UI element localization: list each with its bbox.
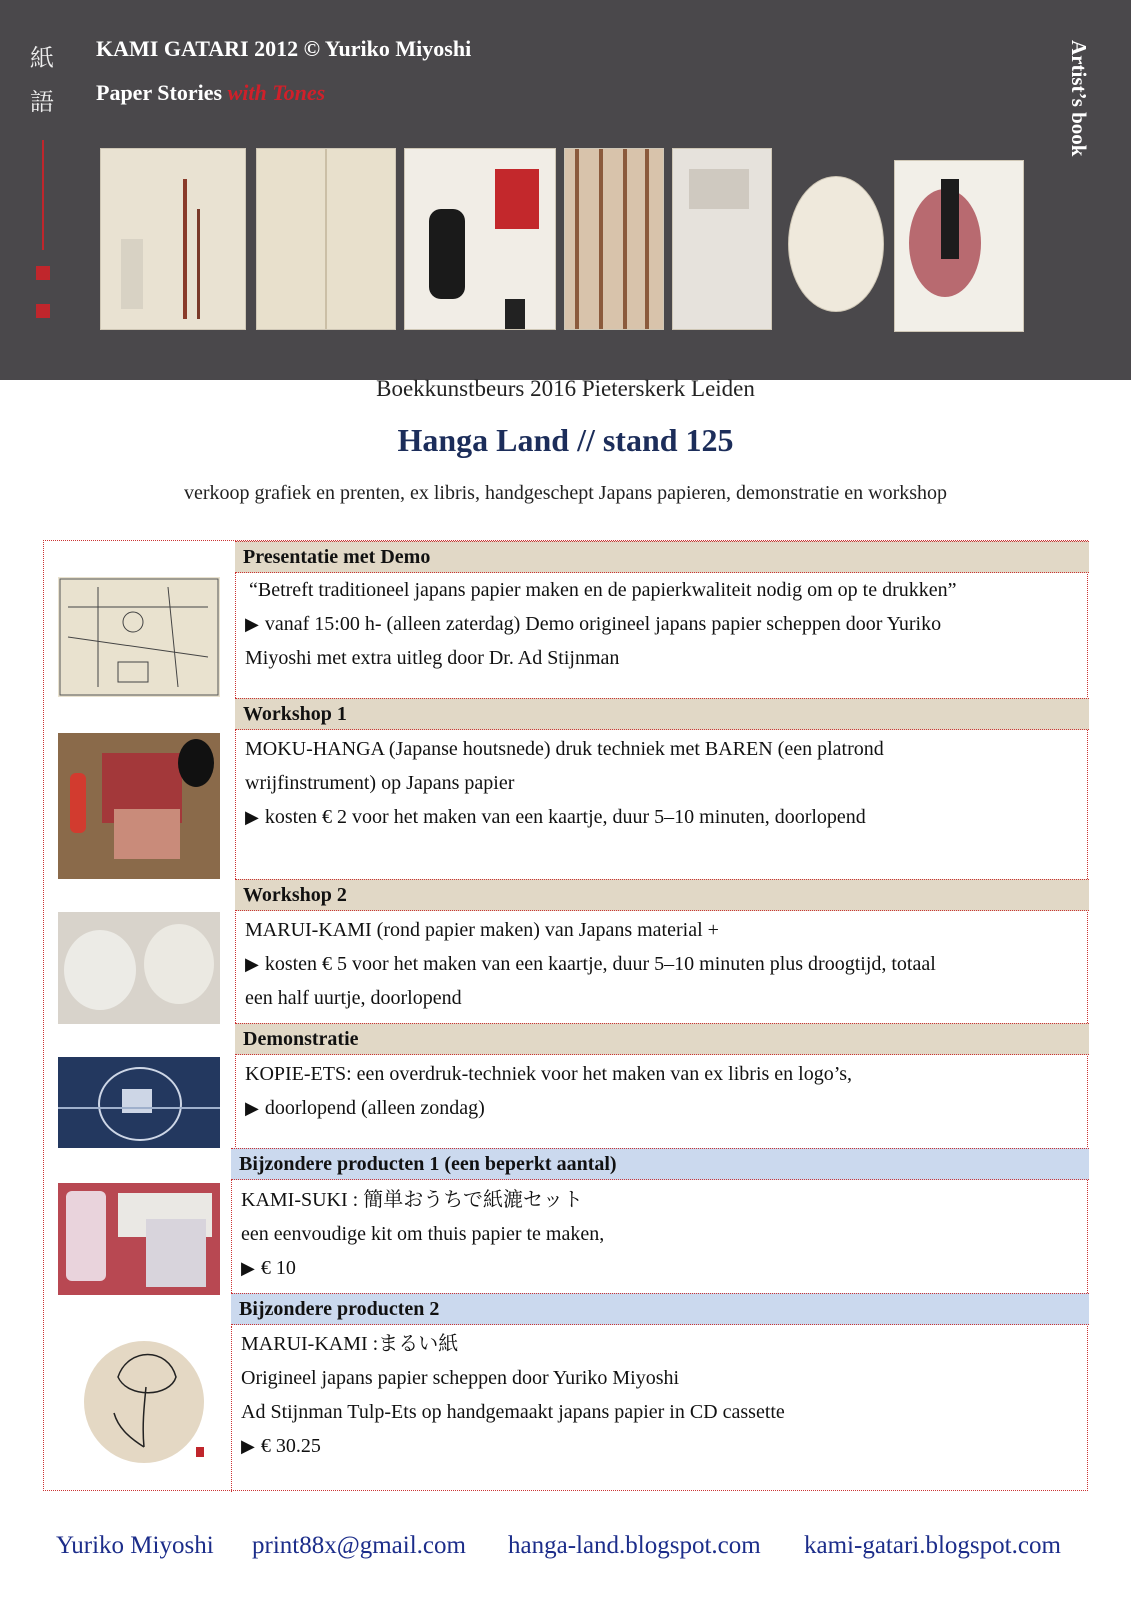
bullet-triangle-icon: ▶ [245, 807, 259, 827]
section-line: wrijfinstrument) op Japans papier [245, 772, 515, 794]
book-panel [404, 148, 556, 330]
section-header: Bijzondere producten 1 (een beperkt aantal) [231, 1148, 1089, 1180]
section-header: Bijzondere producten 2 [231, 1293, 1089, 1325]
bullet-triangle-icon: ▶ [245, 614, 259, 634]
section-body [241, 1183, 1071, 1285]
bullet-triangle-icon: ▶ [245, 954, 259, 974]
section-header: Workshop 2 [235, 879, 1089, 911]
event-title: Hanga Land // stand 125 [397, 422, 734, 458]
section-line: KOPIE-ETS: een overdruk-techniek voor het maken van ex libris en logo’s, [245, 1063, 853, 1085]
section-bullet-line [241, 1429, 1071, 1463]
section-bullet-text: doorlopend (alleen zondag) [264, 1097, 485, 1119]
bullet-triangle-icon: ▶ [241, 1258, 255, 1278]
section-header: Workshop 1 [235, 698, 1089, 730]
section-bullet-text: € 30.25 [260, 1435, 321, 1457]
section-line: een half uurtje, doorlopend [245, 987, 462, 1009]
marui-kami-photo [58, 912, 220, 1024]
section-bullet-text: kosten € 5 voor het maken van een kaartje, duur 5–10 minuten plus droogtijd, totaal [264, 953, 936, 975]
book-panel [564, 148, 664, 330]
section-header: Demonstratie [235, 1023, 1089, 1055]
section-header: Presentatie met Demo [235, 541, 1089, 573]
section-bullet-line [245, 800, 1075, 834]
footer-email-link[interactable]: print88x@gmail.com [252, 1532, 466, 1559]
section-body [245, 913, 1075, 1015]
section-line: MARUI-KAMI (rond papier maken) van Japans material + [245, 919, 719, 941]
banner-title: KAMI GATARI 2012 © Yuriko Miyoshi [96, 36, 472, 61]
column-divider [235, 897, 236, 1023]
section-line: MARUI-KAMI :まるい紙 [241, 1333, 459, 1355]
section-bullet-text: kosten € 2 voor het maken van een kaartje, duur 5–10 minuten, doorlopend [264, 806, 866, 828]
kami-suki-kit-photo [58, 1183, 220, 1295]
program-table [43, 540, 1088, 1491]
book-panel [788, 176, 884, 312]
papermaking-illustration [58, 577, 220, 697]
tulip-etching-photo [58, 1337, 220, 1469]
red-seal-mark [36, 266, 50, 280]
red-vertical-line [42, 140, 44, 250]
event-description: verkoop grafiek en prenten, ex libris, handgeschept Japans papieren, demonstratie en workshop [183, 482, 948, 504]
section-body [241, 1327, 1071, 1463]
section-body [245, 732, 1075, 834]
kopie-ets-photo [58, 1057, 220, 1148]
banner-subtitle-accent: with Tones [227, 80, 326, 105]
banner-subtitle [96, 80, 325, 106]
section-body [245, 1057, 1075, 1125]
bullet-triangle-icon: ▶ [245, 1098, 259, 1118]
column-divider [231, 1167, 232, 1309]
section-line: Miyoshi met extra uitleg door Dr. Ad Stijnman [245, 647, 620, 669]
artists-book-label: Artist’s book [1067, 40, 1091, 157]
event-venue: Boekkunstbeurs 2016 Pieterskerk Leiden [376, 376, 755, 401]
section-bullet-line [241, 1251, 1071, 1285]
column-divider [235, 714, 236, 879]
section-bullet-text: vanaf 15:00 h- (alleen zaterdag) Demo origineel japans papier scheppen door Yuriko [264, 613, 942, 635]
section-line: Ad Stijnman Tulp-Ets op handgemaakt japans papier in CD cassette [241, 1401, 785, 1423]
woodblock-print-icon [58, 577, 220, 697]
kanji-kami: 紙 [30, 44, 54, 72]
banner-subtitle-main: Paper Stories [96, 80, 228, 105]
section-bullet-line [245, 947, 1075, 981]
section-line: Origineel japans papier scheppen door Yuriko Miyoshi [241, 1367, 680, 1389]
mokuhanga-photo [58, 733, 220, 879]
red-seal-mark [36, 304, 50, 318]
book-panel [100, 148, 246, 330]
bullet-triangle-icon: ▶ [241, 1436, 255, 1456]
book-panel [672, 148, 772, 330]
artist-book-banner [0, 0, 1131, 380]
book-panel [256, 148, 396, 330]
kanji-gatari: 語 [30, 88, 54, 116]
section-line: MOKU-HANGA (Japanse houtsnede) druk techniek met BAREN (een platrond [245, 738, 884, 760]
footer-kami-gatari-link[interactable]: kami-gatari.blogspot.com [804, 1532, 1061, 1559]
section-body [245, 573, 1075, 675]
tulip-icon [58, 1337, 220, 1469]
section-bullet-text: € 10 [260, 1257, 296, 1279]
footer-hanga-land-link[interactable]: hanga-land.blogspot.com [508, 1532, 761, 1559]
book-panel [894, 160, 1024, 332]
column-divider [231, 1326, 232, 1492]
column-divider [235, 1039, 236, 1149]
section-line: KAMI-SUKI : 簡単おうちで紙漉セット [241, 1189, 584, 1211]
section-bullet-line [245, 607, 1075, 641]
section-line: “Betreft traditioneel japans papier maken en de papierkwaliteit nodig om op te drukken” [249, 579, 957, 601]
section-line: een eenvoudige kit om thuis papier te maken, [241, 1223, 605, 1245]
section-bullet-line [245, 1091, 1075, 1125]
footer-name: Yuriko Miyoshi [56, 1532, 214, 1559]
